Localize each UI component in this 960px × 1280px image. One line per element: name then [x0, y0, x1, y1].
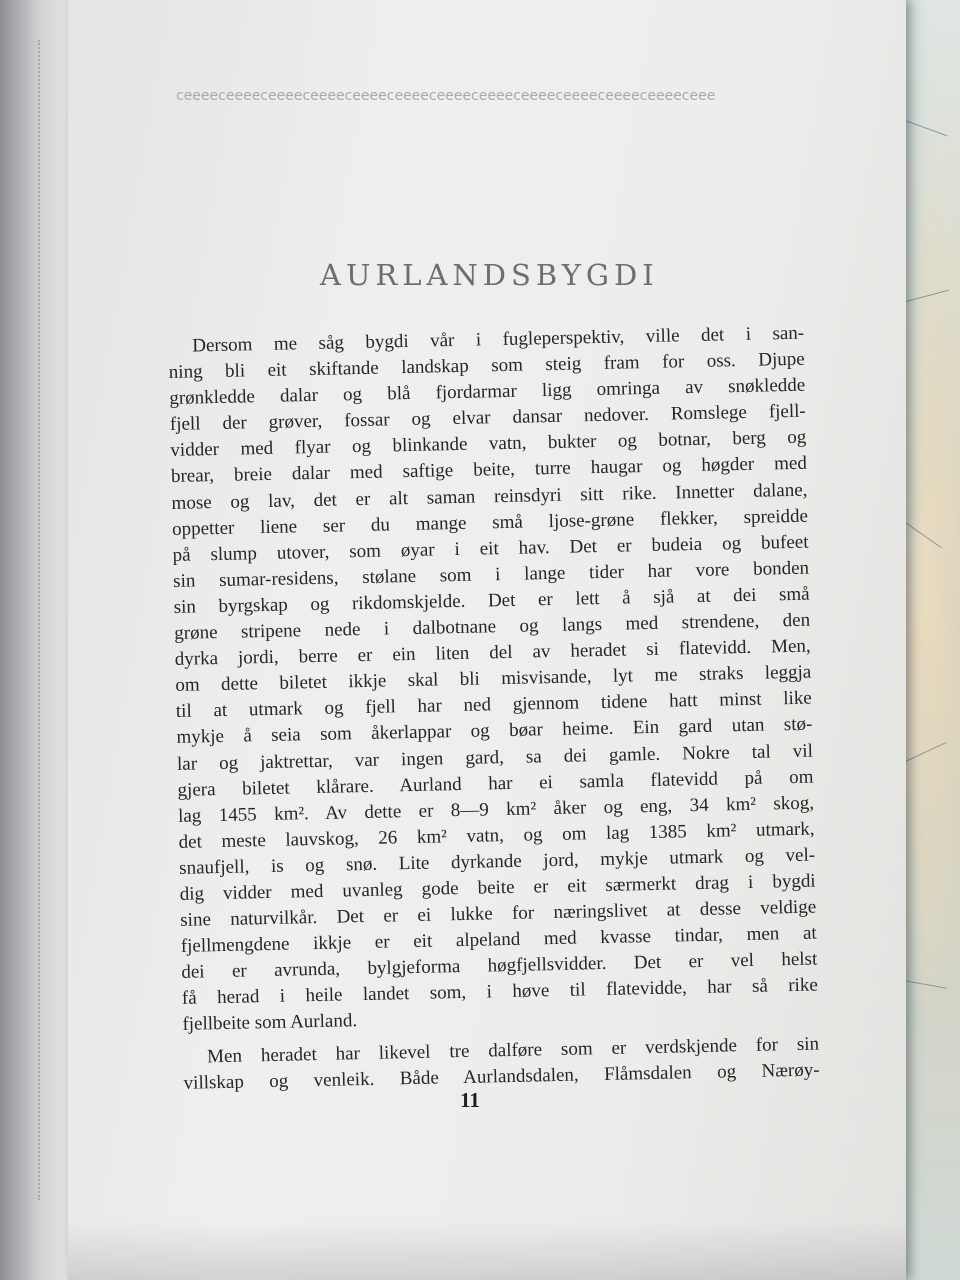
text-line: lag 1455 km². Av dette er 8—9 km² åker og eng, 34 km² skog, [177, 792, 815, 827]
book-cover-edge [0, 0, 70, 1280]
chapter-title: AURLANDSBYGDI [320, 258, 659, 292]
text-line: fjellmengdene ikkje er eit alpeland med kvasse tindar, men at [180, 922, 817, 958]
paragraph-1 [168, 321, 819, 1039]
text-line: vidder med flyar og blinkande vatn, bukter og botnar, berg og [170, 427, 807, 462]
text-line: dig vidder med uvanleg gode beite er eit særmerkt drag i bygdi [179, 870, 816, 905]
text-line: brear, breie dalar med saftige beite, turre haugar og høgder med [170, 453, 808, 488]
text-line: grønkledde dalar og blå fjordarmar ligg omringa av snøkledde [169, 374, 806, 410]
decorative-border-ornament: ceeeeceeeeceeeeceeeeceeeeceeeeceeeeceeeeceeeeceeeeceeeeceeeeceee [176, 88, 716, 104]
text-line: få herad i heile landet som, i høve til flatevidde, har så rike [181, 974, 819, 1010]
text-line: fjell der grøver, fossar og elvar dansar nedover. Romslege fjell- [169, 400, 806, 436]
body-text [168, 321, 820, 1097]
text-line: på slump utover, som øyar i eit hav. Det er budeia og bufeet [172, 531, 809, 566]
text-line: om dette biletet ikkje skal bli misvisande, lyt me straks leggja [175, 661, 812, 697]
text-line: sin byrgskap og rikdomskjelde. Det er lett å sjå at dei små [173, 583, 810, 618]
text-line: villskap og venleik. Både Aurlandsdalen, Flåmsdalen og Nærøy- [183, 1059, 820, 1094]
text-line: oppetter liene ser du mange små ljose-grøne flekker, spreidde [171, 505, 809, 540]
text-line: til at utmark og fjell har ned gjennom tidene hatt minst like [175, 687, 812, 723]
binding-stitch [38, 40, 52, 1200]
text-line: sin sumar-residens, stølane som i lange tider har vore bonden [172, 557, 810, 592]
text-line: fjellbeite som Aurland. [182, 1010, 358, 1036]
paragraph-2 [183, 1031, 820, 1096]
text-line: mose og lav, det er alt saman reinsdyri sitt rike. Innetter dalane, [171, 479, 808, 514]
text-line: Men heradet har likevel tre dalføre som er verdskjende for sin [206, 1033, 820, 1067]
text-line: mykje å seia som åkerlappar og bøar heime. Ein gard utan stø- [176, 714, 813, 749]
text-line: grøne stripene nede i dalbotnane og langs med strendene, den [174, 609, 811, 644]
text-line: ning bli eit skiftande landskap som steig fram for oss. Djupe [168, 348, 805, 384]
text-line: det meste lauvskog, 26 km² vatn, og om lag 1385 km² utmark, [178, 818, 815, 853]
text-line: sine naturvilkår. Det er ei lukke for næringslivet at desse veldige [180, 896, 817, 931]
text-line: snaufjell, is og snø. Lite dyrkande jord, mykje utmark og vel- [178, 844, 816, 879]
text-line: lar og jaktrettar, var ingen gard, sa dei gamle. Nokre tal vil [176, 740, 814, 775]
text-line: dyrka jordi, berre er ein liten del av heradet si flatevidd. Men, [174, 635, 811, 671]
text-line: Dersom me såg bygdi vår i fugleperspektiv, ville det i san- [192, 322, 805, 357]
page-number: 11 [460, 1088, 480, 1112]
book-page [68, 0, 906, 1280]
text-line: dei er avrunda, bylgjeforma høgfjellsvidder. Det er vel helst [181, 948, 818, 984]
text-line: gjera biletet klårare. Aurland har ei samla flatevidd på om [177, 766, 814, 801]
